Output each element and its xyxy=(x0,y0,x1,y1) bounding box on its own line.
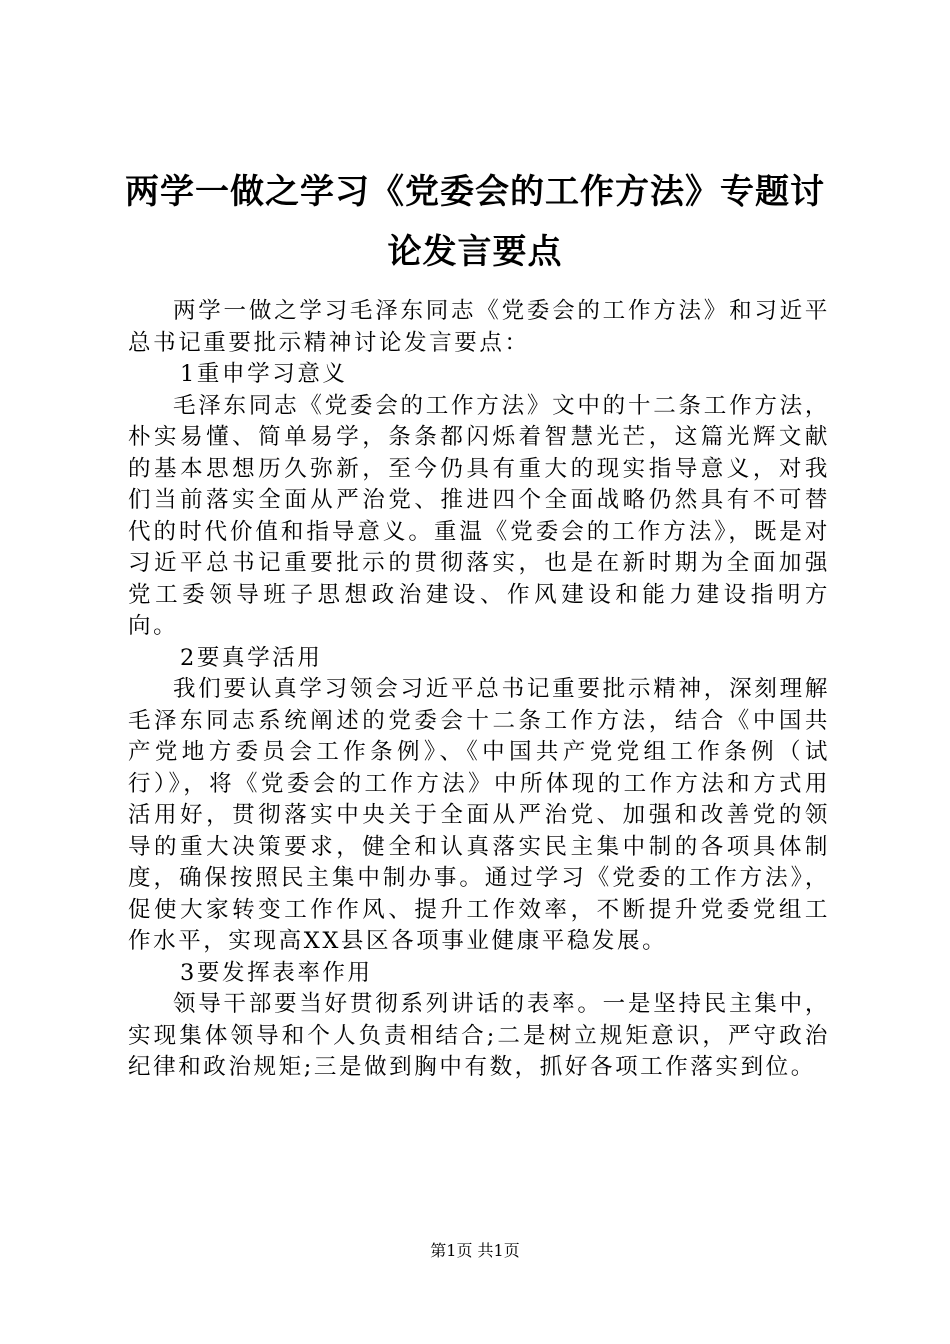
section-heading-1: 1重申学习意义 xyxy=(180,361,348,387)
section-heading-2: 2要真学活用 xyxy=(180,644,323,671)
section-heading-3: 3要发挥表率作用 xyxy=(180,959,373,986)
document-body xyxy=(128,296,830,1084)
section-paragraph-1: 毛泽东同志《党委会的工作方法》文中的十二条工作方法，朴实易懂、简单易学，条条都闪烁着智慧光芒，这篇光辉文献的基本思想历久弥新，至今仍具有重大的现实指导意义，对我们当前落实全面从严治党、推进四个全面战略仍然具有不可替代的时代价值和指导意义。重温《党委会的工作方法》，既是对习近平总书记重要批示的贯彻落实，也是在新时期为全面加强党工委领导班子思想政治建设、作风建设和能力建设指明方向。 xyxy=(128,392,830,639)
section-paragraph-2: 我们要认真学习领会习近平总书记重要批示精神，深刻理解毛泽东同志系统阐述的党委会十二条工作方法，结合《中国共产党地方委员会工作条例》、《中国共产党党组工作条例（试行）》，将《党委会的工作方法》中所体现的工作方法和方式用活用好，贯彻落实中央关于全面从严治党、加强和改善党的领导的重大决策要求，健全和认真落实民主集中制的各项具体制度，确保按照民主集中制办事。通过学习《党委的工作方法》，促使大家转变工作作风、提升工作效率，不断提升党委党组工作水平，实现高XX县区各项事业健康平稳发展。 xyxy=(128,676,830,954)
section-paragraph-3: 领导干部要当好贯彻系列讲话的表率。一是坚持民主集中，实现集体领导和个人负责相结合;二是树立规矩意识，严守政治纪律和政治规矩;三是做到胸中有数，抓好各项工作落实到位。 xyxy=(128,991,830,1080)
document-title: 两学一做之学习《党委会的工作方法》专题讨论发言要点 xyxy=(125,172,825,272)
intro-paragraph: 两学一做之学习毛泽东同志《党委会的工作方法》和习近平总书记重要批示精神讨论发言要点： xyxy=(128,298,830,356)
page-footer: 第1页 共1页 xyxy=(430,1241,520,1260)
